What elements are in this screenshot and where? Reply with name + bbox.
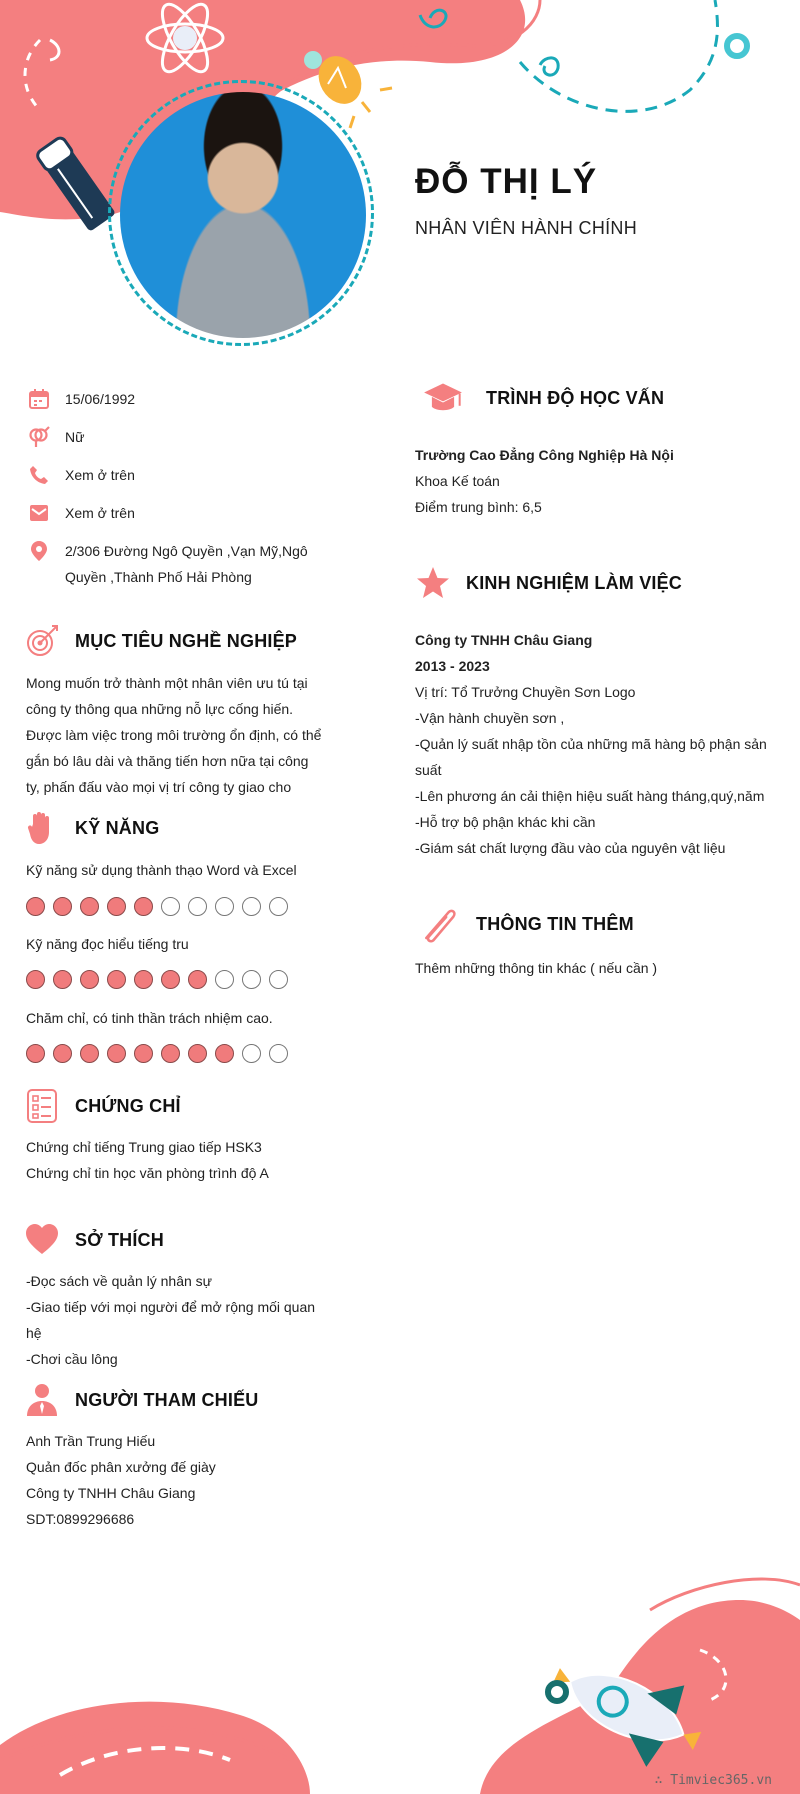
additional-text: Thêm những thông tin khác ( nếu cần ) <box>415 960 658 976</box>
rating-dot-filled <box>26 970 45 989</box>
experience-line: -Hỗ trợ bộ phận khác khi cần <box>415 814 596 830</box>
school-name: Trường Cao Đẳng Công Nghiệp Hà Nội <box>415 447 674 463</box>
skill-label: Kỹ năng sử dụng thành thạo Word và Excel <box>26 862 297 878</box>
hobby-item: -Chơi cầu lông <box>26 1351 118 1367</box>
rating-dot-filled <box>80 897 99 916</box>
faculty: Khoa Kế toán <box>415 473 500 489</box>
hobbies-list <box>26 1268 315 1372</box>
person-icon <box>24 1382 60 1418</box>
watermark: ∴ Timviec365.vn <box>654 1773 772 1788</box>
hand-icon <box>24 810 60 846</box>
reference-line: Quản đốc phân xưởng đế giày <box>26 1459 216 1475</box>
experience-line: -Giám sát chất lượng đầu vào của nguyên vật liệu <box>415 840 726 856</box>
target-icon <box>24 623 60 659</box>
rating-dot-filled <box>161 970 180 989</box>
rating-dot-filled <box>134 1044 153 1063</box>
references-heading <box>24 1382 258 1418</box>
hobby-item: hệ <box>26 1325 42 1341</box>
skill-label: Kỹ năng đọc hiểu tiếng tru <box>26 936 189 952</box>
hobbies-heading <box>24 1222 164 1258</box>
gender-icon <box>28 426 50 448</box>
job-title: NHÂN VIÊN HÀNH CHÍNH <box>415 218 638 238</box>
contact-email <box>28 500 135 526</box>
star-icon <box>415 565 451 601</box>
rating-dot-filled <box>53 1044 72 1063</box>
birthday-value: 15/06/1992 <box>65 391 136 407</box>
rating-dot-filled <box>188 970 207 989</box>
hobbies-title: SỞ THÍCH <box>75 1229 164 1250</box>
heart-icon <box>24 1222 60 1258</box>
experience-line: -Lên phương án cải thiện hiệu suất hàng tháng,quý,năm <box>415 788 765 804</box>
rating-dot-empty <box>269 897 288 916</box>
rating-dot-empty <box>188 897 207 916</box>
education-details <box>415 442 674 520</box>
additional-title: THÔNG TIN THÊM <box>476 913 634 934</box>
avatar-photo <box>120 92 366 338</box>
rating-dot-filled <box>161 1044 180 1063</box>
rating-dot-empty <box>215 897 234 916</box>
phone-icon <box>28 464 50 486</box>
certificate-item: Chứng chỉ tin học văn phòng trình độ A <box>26 1165 269 1181</box>
skills-heading <box>24 810 159 846</box>
reference-line: Công ty TNHH Châu Giang <box>26 1485 196 1501</box>
certificates-title: CHỨNG CHỈ <box>75 1095 181 1116</box>
rating-dot-filled <box>188 1044 207 1063</box>
checklist-icon <box>24 1088 60 1124</box>
rating-dot-empty <box>242 1044 261 1063</box>
experience-details <box>415 627 767 861</box>
objective-line: Được làm việc trong môi trường ổn định, có thể <box>26 727 322 743</box>
rating-dot-empty <box>161 897 180 916</box>
contact-gender <box>28 424 84 450</box>
gpa: Điểm trung bình: 6,5 <box>415 499 542 515</box>
objective-title: MỤC TIÊU NGHỀ NGHIỆP <box>75 630 298 651</box>
contact-phone <box>28 462 135 488</box>
experience-title: KINH NGHIỆM LÀM VIỆC <box>466 572 683 593</box>
skill-label: Chăm chỉ, có tinh thần trách nhiệm cao. <box>26 1010 273 1026</box>
references-list <box>26 1428 216 1532</box>
experience-line: Vị trí: Tổ Trưởng Chuyền Sơn Logo <box>415 684 636 700</box>
reference-line: Anh Trần Trung Hiếu <box>26 1433 156 1449</box>
rating-dot-filled <box>80 970 99 989</box>
rating-dot-filled <box>26 1044 45 1063</box>
gender-value: Nữ <box>65 429 85 445</box>
additional-heading <box>415 903 634 945</box>
rating-dot-filled <box>107 1044 126 1063</box>
skill-rating <box>26 970 296 989</box>
experience-line: -Vận hành chuyền sơn , <box>415 710 565 726</box>
candidate-name: ĐỖ THỊ LÝ <box>415 162 598 201</box>
skill-rating <box>26 897 296 916</box>
experience-heading <box>415 565 682 601</box>
contact-birthday <box>28 386 135 412</box>
rating-dot-empty <box>269 970 288 989</box>
rating-dot-filled <box>107 970 126 989</box>
experience-line: suất <box>415 762 442 778</box>
skill-rating <box>26 1044 296 1063</box>
email-value: Xem ở trên <box>65 505 135 521</box>
objective-line: gắn bó lâu dài và thăng tiến hơn nữa tại công <box>26 753 309 769</box>
references-title: NGƯỜI THAM CHIẾU <box>75 1389 259 1410</box>
education-heading <box>415 378 664 418</box>
contact-address <box>28 538 308 590</box>
reference-line: SDT:0899296686 <box>26 1511 135 1527</box>
certificates-list <box>26 1134 269 1186</box>
location-pin-icon <box>28 540 50 562</box>
rating-dot-filled <box>134 897 153 916</box>
rating-dot-empty <box>242 970 261 989</box>
rating-dot-filled <box>215 1044 234 1063</box>
rating-dot-filled <box>53 897 72 916</box>
address-line-1: 2/306 Đường Ngô Quyền ,Vạn Mỹ,Ngô <box>65 543 308 559</box>
rating-dot-filled <box>26 897 45 916</box>
rating-dot-empty <box>215 970 234 989</box>
skills-title: KỸ NĂNG <box>75 817 160 838</box>
company-name: Công ty TNHH Châu Giang <box>415 632 593 648</box>
email-icon <box>28 502 50 524</box>
certificates-heading <box>24 1088 181 1124</box>
objective-heading <box>24 623 297 659</box>
rating-dot-filled <box>107 897 126 916</box>
rating-dot-empty <box>269 1044 288 1063</box>
objective-line: Mong muốn trở thành một nhân viên ưu tú tại <box>26 675 308 691</box>
rating-dot-filled <box>53 970 72 989</box>
paperclip-icon <box>415 903 461 945</box>
calendar-icon <box>28 388 50 410</box>
phone-value: Xem ở trên <box>65 467 135 483</box>
rating-dot-empty <box>242 897 261 916</box>
hobby-item: -Giao tiếp với mọi người để mở rộng mối quan <box>26 1299 316 1315</box>
rating-dot-filled <box>134 970 153 989</box>
work-period: 2013 - 2023 <box>415 658 490 674</box>
certificate-item: Chứng chỉ tiếng Trung giao tiếp HSK3 <box>26 1139 262 1155</box>
graduation-cap-icon <box>415 378 471 418</box>
experience-line: -Quản lý suất nhập tồn của những mã hàng bộ phận sản <box>415 736 767 752</box>
address-line-2: Quyền ,Thành Phố Hải Phòng <box>65 569 252 585</box>
rating-dot-filled <box>80 1044 99 1063</box>
education-title: TRÌNH ĐỘ HỌC VẤN <box>486 387 665 408</box>
hobby-item: -Đọc sách về quản lý nhân sự <box>26 1273 213 1289</box>
objective-text <box>26 670 321 800</box>
objective-line: ty, phấn đấu vào mọi vị trí công ty giao cho <box>26 779 292 795</box>
objective-line: công ty thông qua những nỗ lực cống hiến. <box>26 701 294 717</box>
